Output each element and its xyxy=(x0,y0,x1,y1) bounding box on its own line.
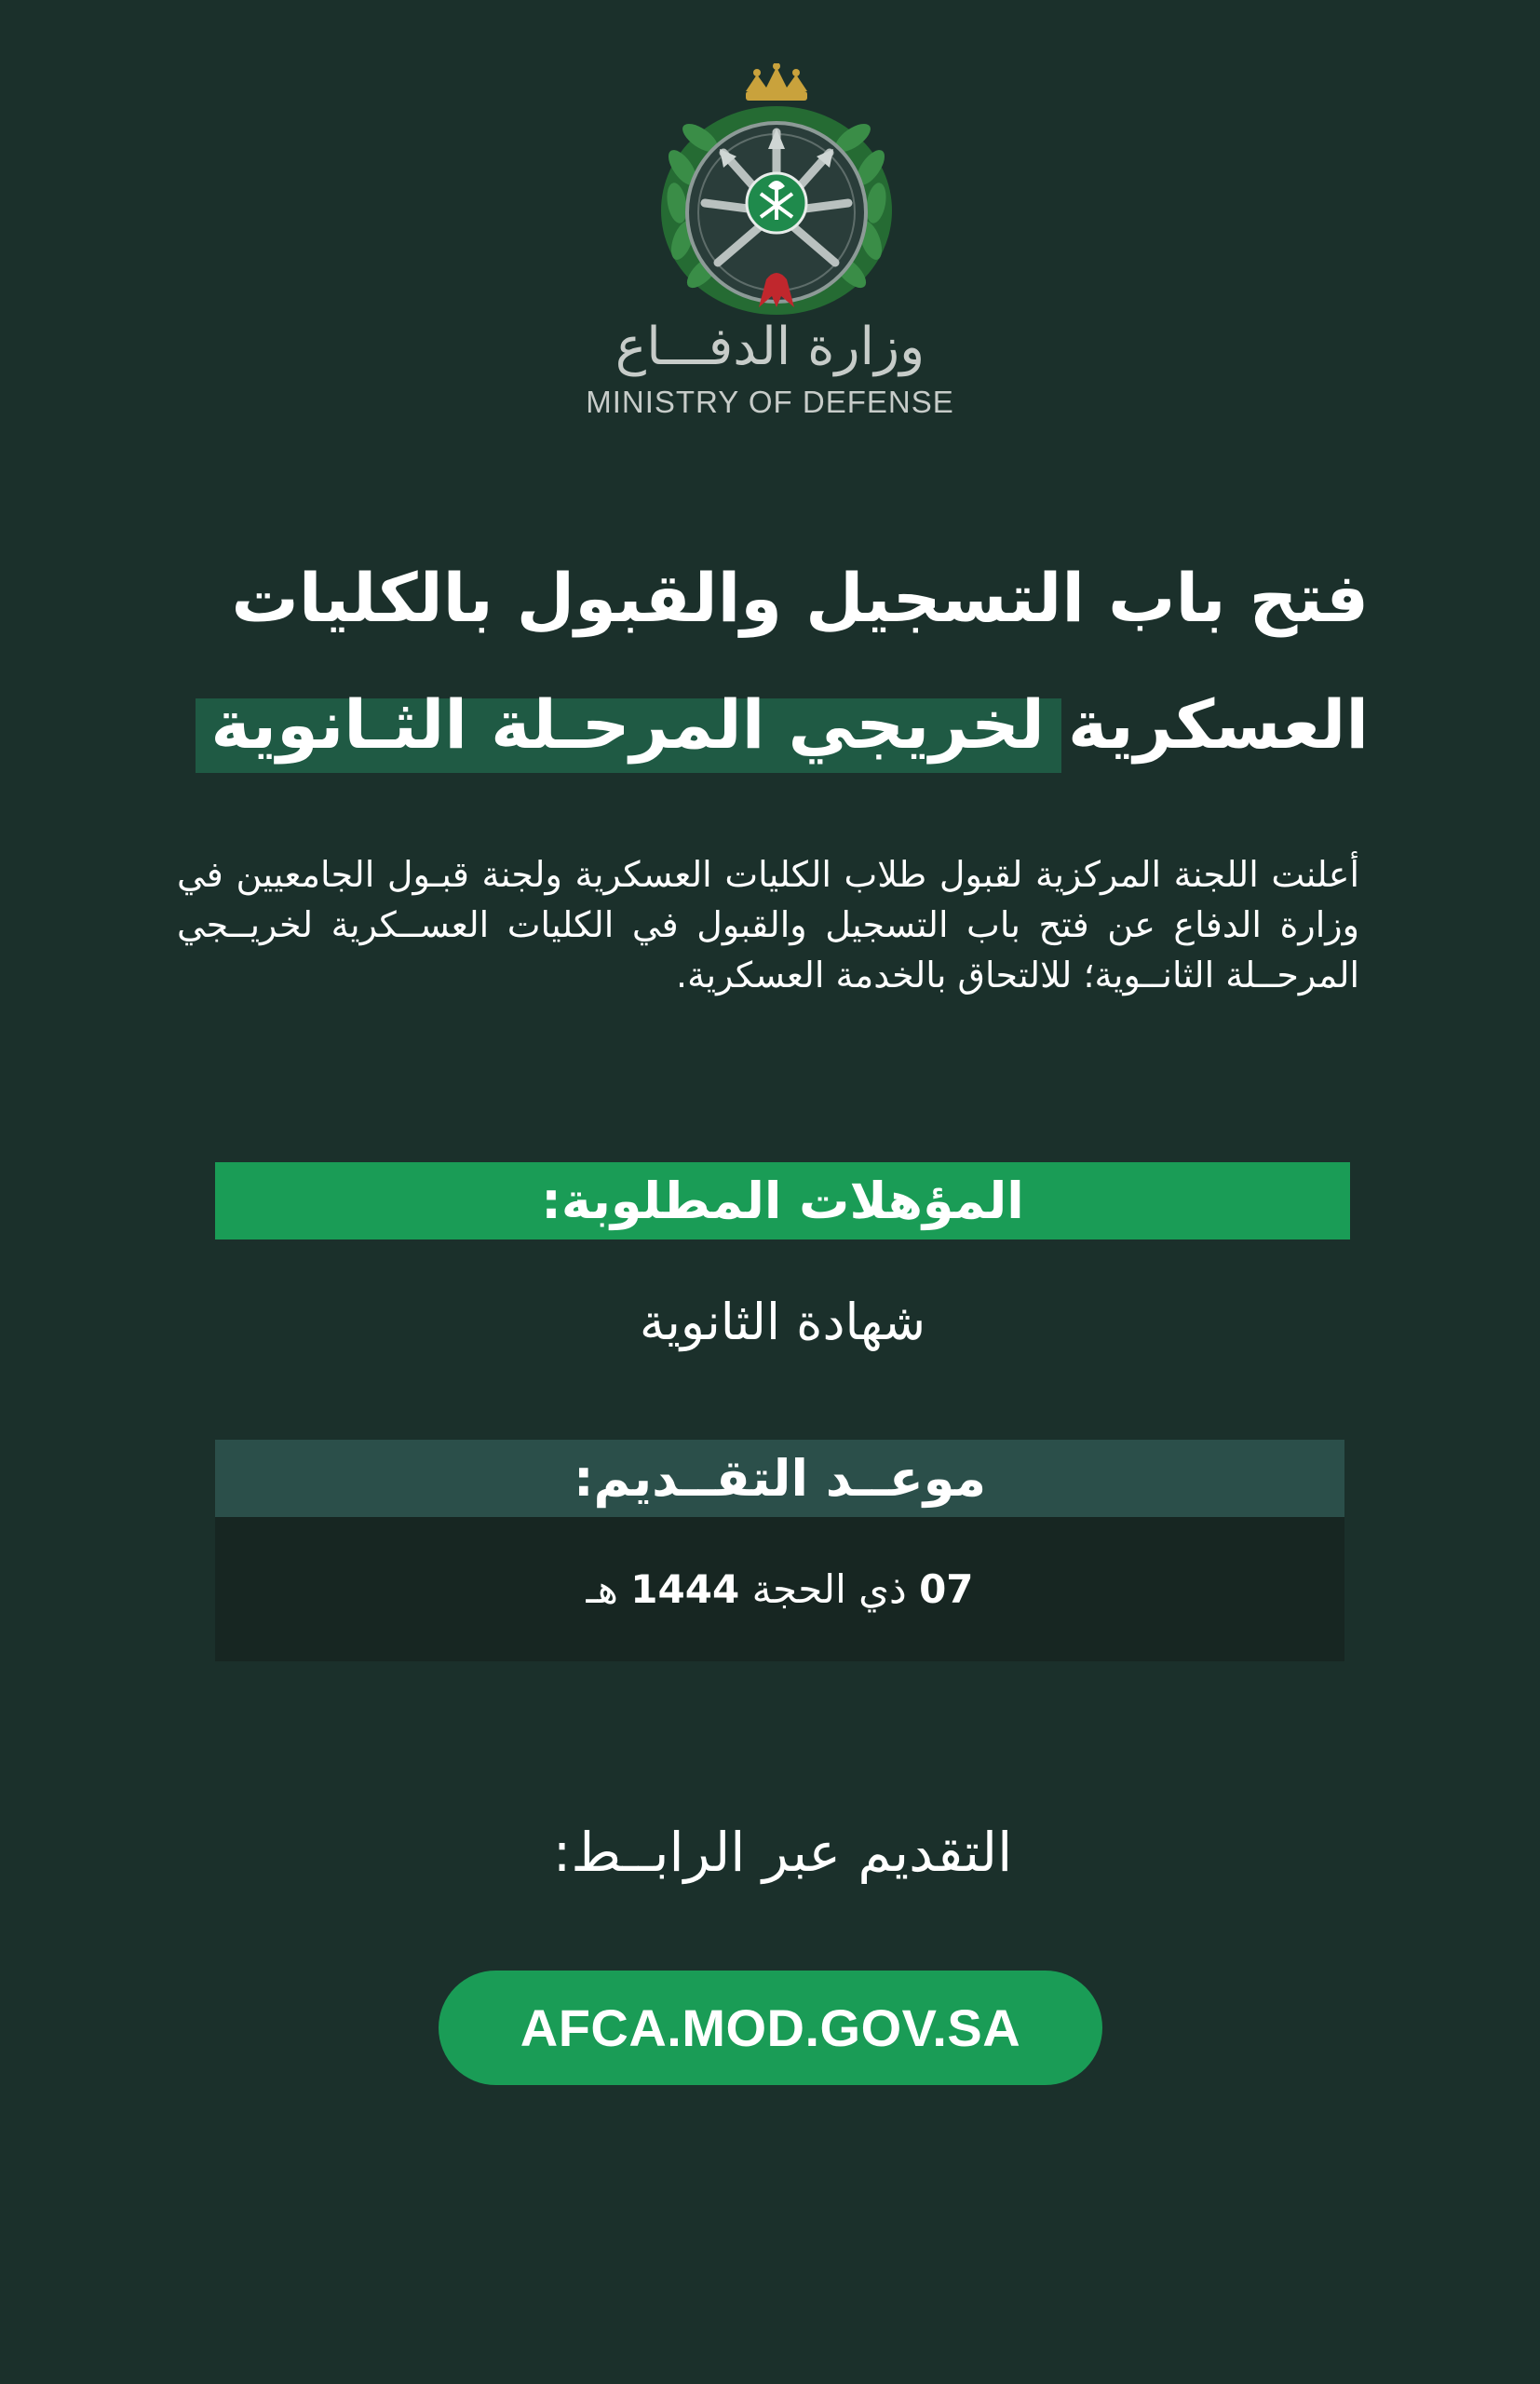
deadline-title: موعــد التقــديم: xyxy=(573,1449,987,1508)
apply-link-button[interactable]: AFCA.MOD.GOV.SA xyxy=(439,1971,1102,2085)
intro-paragraph: أعلنت اللجنة المركزية لقبول طلاب الكليات العسكرية ولجنة قبـول الجامعيين في وزارة الدفاع عن فتح باب التسجيل والقبول في الكليات العســكرية لخريــجي المرحــلة الثانــوية؛ للالتحاق بالخدمة العسكرية. xyxy=(177,854,1359,996)
deadline-suffix: هـ xyxy=(586,1566,618,1612)
apply-label: التقديم عبر الرابــط: xyxy=(552,1821,1013,1884)
ministry-name-arabic: وزارة الدفـــاع xyxy=(615,317,925,377)
qualifications-title: المؤهلات المطلوبة: xyxy=(541,1172,1024,1230)
ministry-name-english: MINISTRY OF DEFENSE xyxy=(586,385,954,419)
headline-line-2-plain: العسكرية xyxy=(1044,685,1369,764)
ministry-emblem-icon xyxy=(649,63,904,317)
headline-line-2-highlight: لخريجي المرحـلة الثـانوية xyxy=(210,685,1045,764)
deadline-month: ذي الحجة xyxy=(751,1566,907,1612)
deadline-box xyxy=(215,1517,1344,1661)
qualifications-header xyxy=(215,1162,1350,1239)
headline-line-1: فتح باب التسجيل والقبول بالكليات xyxy=(231,559,1369,637)
headline-line-2 xyxy=(158,685,1369,764)
deadline-day: 07 xyxy=(919,1566,974,1612)
qualifications-value: شهادة الثانوية xyxy=(639,1293,926,1351)
deadline-year: 1444 xyxy=(630,1566,740,1612)
deadline-header xyxy=(215,1440,1344,1517)
deadline-value xyxy=(586,1566,973,1612)
